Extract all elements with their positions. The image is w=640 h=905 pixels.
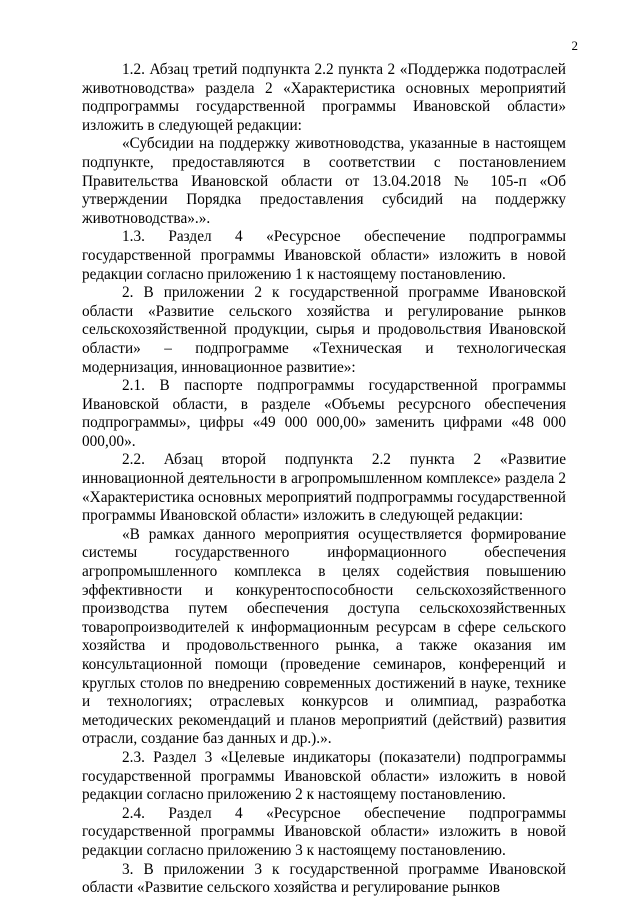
document-body xyxy=(82,61,566,898)
paragraph-2-2-quote: «В рамках данного мероприятия осуществляется формирование системы государственного информационного обеспечения агропромышленного комплекса в целях содействия повышению эффективности и конкурентоспособности сельскохозяйственного производства путем обеспечения доступа сельскохозяйственных товаропроизводителей к информационным ресурсам в сфере сельского хозяйства и продовольственного рынка, а также оказания им консультационной помощи (проведение семинаров, конференций и круглых столов по внедрению современных достижений в науке, технике и технологиях; отраслевых конкурсов и олимпиад, разработка методических рекомендаций и планов мероприятий (действий) развития отрасли, создание баз данных и др.).». xyxy=(82,525,566,748)
paragraph-2: 2. В приложении 2 к государственной программе Ивановской области «Развитие сельского хозяйства и регулирование рынков сельскохозяйственной продукции, сырья и продовольствия Ивановской области» – подпрограмме «Техническая и технологическая модернизация, инновационное развитие»: xyxy=(82,284,566,376)
paragraph-1-2: 1.2. Абзац третий подпункта 2.2 пункта 2 «Поддержка подотраслей животноводства» раздела 2 «Характеристика основных мероприятий подпрограммы государственной программы Ивановской области» изложить в следующей редакции: xyxy=(82,61,566,134)
paragraph-2-2: 2.2. Абзац второй подпункта 2.2 пункта 2 «Развитие инновационной деятельности в агропромышленном комплексе» раздела 2 «Характеристика основных мероприятий подпрограммы государственной программы Ивановской области» изложить в следующей редакции: xyxy=(82,451,566,525)
paragraph-2-3: 2.3. Раздел 3 «Целевые индикаторы (показатели) подпрограммы государственной программы Ивановской области» изложить в новой редакции согласно приложению 2 к настоящему постановлению. xyxy=(82,748,566,804)
paragraph-2-1: 2.1. В паспорте подпрограммы государственной программы Ивановской области, в разделе «Объемы ресурсного обеспечения подпрограммы», цифры «49 000 000,00» заменить цифрами «48 000 000,00». xyxy=(82,377,566,450)
paragraph-1-3: 1.3. Раздел 4 «Ресурсное обеспечение подпрограммы государственной программы Ивановской области» изложить в новой редакции согласно приложению 1 к настоящему постановлению. xyxy=(82,228,566,283)
paragraph-3: 3. В приложении 3 к государственной программе Ивановской области «Развитие сельского хозяйства и регулирование рынков xyxy=(82,860,566,897)
paragraph-1-2-quote: «Субсидии на поддержку животноводства, указанные в настоящем подпункте, предоставляются в соответствии с постановлением Правительства Ивановской области от 13.04.2018 № 105-п «Об утверждении Порядка предоставления субсидий на поддержку животноводства».». xyxy=(82,135,566,227)
page-number: 2 xyxy=(571,38,578,53)
paragraph-2-4: 2.4. Раздел 4 «Ресурсное обеспечение подпрограммы государственной программы Ивановской области» изложить в новой редакции согласно приложению 3 к настоящему постановлению. xyxy=(82,804,566,859)
